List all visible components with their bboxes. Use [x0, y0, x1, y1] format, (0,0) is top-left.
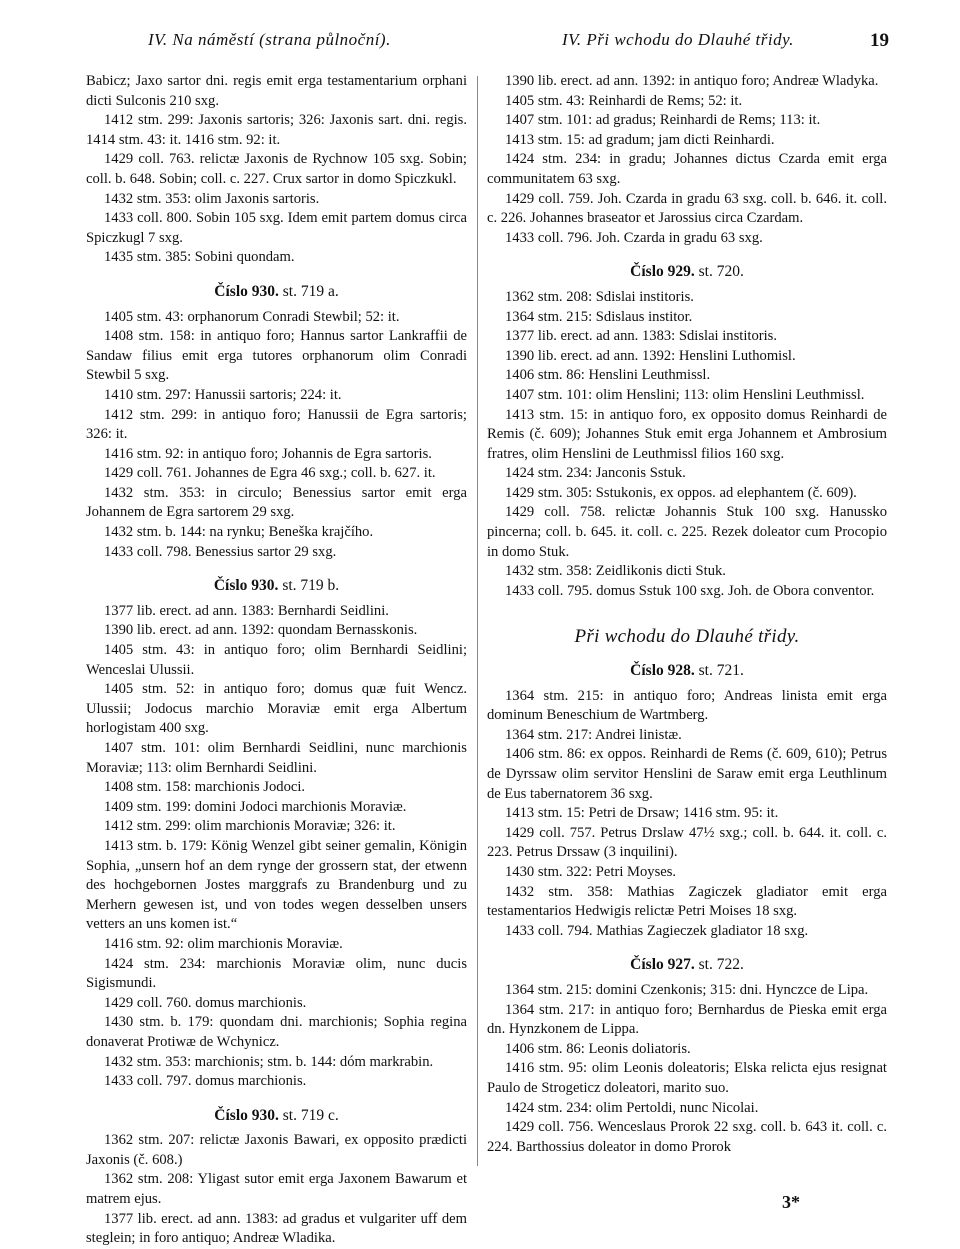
heading-plot: st. 719 b.	[282, 577, 340, 595]
entry-paragraph: 1429 stm. 305: Sstukonis, ex oppos. ad elephantem (č. 609).	[505, 484, 857, 501]
entry-paragraph: 1424 stm. 234: marchionis Moraviæ olim, nunc ducis Sigismundi.	[86, 955, 467, 992]
entry-paragraph: 1432 stm. 358: Zeidlikonis dicti Stuk.	[505, 563, 726, 580]
entry-paragraph: 1429 coll. 758. relictæ Johannis Stuk 100 sxg. Hanussko pincerna; coll. b. 645. it. coll. c. 225. Rezek doleator cum Procopio in domo Stuk.	[487, 504, 887, 560]
section-heading	[487, 262, 887, 282]
entry-paragraph: 1377 lib. erect. ad ann. 1383: Bernhardi Seidlini.	[104, 602, 389, 619]
entry-paragraph: 1408 stm. 158: in antiquo foro; Hannus sartor Lankraffii de Sandaw filius emit erga tutores orphanorum olim Conradi Stewbil 5 sxg.	[86, 328, 467, 384]
entry-paragraph: 1432 stm. 353: in circulo; Benessius sartor emit erga Johannem de Egra sartorem 29 sxg.	[86, 484, 467, 521]
running-header-right: IV. Při wchodu do Dlauhé třidy.	[562, 30, 794, 49]
entry-paragraph: 1377 lib. erect. ad ann. 1383: Sdislai institoris.	[505, 328, 777, 345]
entry-paragraph: 1416 stm. 92: in antiquo foro; Johannis de Egra sartoris.	[104, 445, 432, 462]
signature-mark: 3*	[782, 1192, 800, 1212]
entry-paragraph: 1362 stm. 207: relictæ Jaxonis Bawari, ex opposito prædicti Jaxonis (č. 608.)	[86, 1132, 467, 1168]
entry-paragraph: 1410 stm. 297: Hanussii sartoris; 224: it.	[104, 386, 342, 403]
entry-paragraph: 1405 stm. 52: in antiquo foro; domus quæ fuit Wencz. Ulussii; Jodocus marchio Moraviæ emit erga Albertum horlogistam 400 sxg.	[86, 681, 467, 737]
entry-paragraph: 1405 stm. 43: Reinhardi de Rems; 52: it.	[505, 92, 743, 109]
entry-paragraph: 1429 coll. 761. Johannes de Egra 46 sxg.; coll. b. 627. it.	[104, 465, 436, 482]
entry-paragraph: 1406 stm. 86: Henslini Leuthmissl.	[505, 367, 711, 384]
heading-number: Číslo 930.	[214, 282, 279, 300]
heading-number: Číslo 929.	[630, 263, 695, 281]
entry-paragraph: 1407 stm. 101: ad gradus; Reinhardi de Rems; 113: it.	[505, 112, 821, 129]
heading-number: Číslo 930.	[214, 1106, 279, 1124]
entry-paragraph: 1433 coll. 796. Joh. Czarda in gradu 63 sxg.	[505, 229, 763, 246]
entry-paragraph: 1405 stm. 43: orphanorum Conradi Stewbil; 52: it.	[104, 308, 400, 325]
entry-paragraph: 1364 stm. 215: Sdislaus institor.	[505, 308, 693, 325]
running-header-left: IV. Na náměstí (strana půlnoční).	[148, 30, 391, 49]
entry-paragraph: 1364 stm. 215: domini Czenkonis; 315: dni. Hynczce de Lipa.	[505, 981, 869, 998]
heading-number: Číslo 930.	[213, 577, 279, 595]
entry-paragraph: 1430 stm. b. 179: quondam dni. marchionis; Sophia regina donaverat Protiwæ de Wchynicz.	[86, 1014, 467, 1050]
entry-paragraph: 1416 stm. 92: olim marchionis Moraviæ.	[104, 935, 343, 952]
entry-paragraph: 1433 coll. 797. domus marchionis.	[104, 1073, 307, 1090]
entry-paragraph: 1433 coll. 795. domus Sstuk 100 sxg. Joh. de Obora conventor.	[505, 582, 875, 599]
entry-paragraph: 1413 stm. b. 179: König Wenzel gibt seiner gemalin, Königin Sophia, „unsern hof an dem rynge der grossern stat, der etwenn des hochgebornen Jostes marggrafs zu Brandenburg und zu Merhern gewesen ist, und von todes wegen desselben unsers vetters an uns komen ist.“	[86, 837, 467, 933]
entry-paragraph: Babicz; Jaxo sartor dni. regis emit erga testamentarium orphani dicti Sulconis 210 sxg.	[86, 73, 467, 109]
entry-paragraph: 1364 stm. 215: in antiquo foro; Andreas linista emit erga dominum Beneschium de Wartmberg.	[487, 687, 887, 724]
section-heading	[86, 282, 467, 302]
entry-paragraph: 1409 stm. 199: domini Jodoci marchionis Moraviæ.	[104, 798, 407, 815]
entry-paragraph: 1424 stm. 234: olim Pertoldi, nunc Nicolai.	[505, 1099, 759, 1116]
entry-paragraph: 1429 coll. 759. Joh. Czarda in gradu 63 sxg. coll. b. 646. it. coll. c. 226. Johannes braseator et Jarossius circa Czardam.	[487, 190, 887, 227]
entry-paragraph: 1408 stm. 158: marchionis Jodoci.	[104, 779, 306, 796]
section-title: Při wchodu do Dlauhé třidy.	[574, 626, 800, 648]
entry-paragraph: 1405 stm. 43: in antiquo foro; olim Bernhardi Seidlini; Wenceslai Ulussii.	[86, 642, 467, 678]
entry-paragraph: 1364 stm. 217: in antiquo foro; Bernhardus de Pieska emit erga dn. Hynzkonem de Lippa.	[487, 1001, 887, 1038]
heading-plot: st. 719 c.	[282, 1106, 339, 1124]
entry-paragraph: 1413 stm. 15: in antiquo foro, ex opposito domus Reinhardi de Remis (č. 609); Johannes Stuk emit erga Johannem et Ambrosium fratres, olim Henslini de Leuthmissl filios 160 sxg.	[487, 406, 887, 462]
entry-paragraph: 1432 stm. 358: Mathias Zagiczek gladiator emit erga testamentarios Hedwigis relictæ Petri Moises 18 sxg.	[487, 883, 887, 920]
heading-plot: st. 722.	[698, 956, 744, 974]
entry-paragraph: 1432 stm. 353: olim Jaxonis sartoris.	[104, 190, 320, 207]
entry-paragraph: 1390 lib. erect. ad ann. 1392: in antiquo foro; Andreæ Wladyka.	[505, 73, 879, 89]
heading-plot: st. 720.	[698, 263, 744, 281]
entry-paragraph: 1390 lib. erect. ad ann. 1392: Henslini Luthomisl.	[505, 347, 796, 364]
entry-paragraph: 1377 lib. erect. ad ann. 1383: ad gradus et vulgariter uff dem steglein; in foro antiquo; Andreæ Wladika.	[86, 1210, 467, 1247]
entry-paragraph: 1432 stm. 353: marchionis; stm. b. 144: dóm markrabin.	[104, 1053, 434, 1070]
section-heading	[86, 1106, 467, 1126]
entry-paragraph: 1430 stm. 322: Petri Moyses.	[505, 863, 677, 880]
page-number: 19	[870, 30, 889, 51]
entry-paragraph: 1433 coll. 798. Benessius sartor 29 sxg.	[104, 543, 337, 560]
entry-paragraph: 1424 stm. 234: in gradu; Johannes dictus Czarda emit erga communitatem 63 sxg.	[487, 151, 887, 187]
entry-paragraph: 1433 coll. 794. Mathias Zagieczek gladiator 18 sxg.	[505, 922, 809, 939]
column-divider	[477, 76, 478, 1166]
entry-paragraph: 1406 stm. 86: Leonis doliatoris.	[505, 1040, 691, 1057]
heading-plot: st. 719 a.	[282, 282, 339, 300]
heading-number: Číslo 927.	[630, 956, 695, 974]
entry-paragraph: 1424 stm. 234: Janconis Sstuk.	[505, 465, 686, 482]
entry-paragraph: 1407 stm. 101: olim Henslini; 113: olim Henslini Leuthmissl.	[505, 386, 865, 403]
entry-paragraph: 1362 stm. 208: Yligast sutor emit erga Jaxonem Bawarum et matrem ejus.	[86, 1171, 467, 1208]
entry-paragraph: 1362 stm. 208: Sdislai institoris.	[505, 288, 694, 305]
entry-paragraph: 1412 stm. 299: in antiquo foro; Hanussii de Egra sartoris; 326: it.	[86, 406, 467, 443]
left-column	[86, 72, 467, 1249]
entry-paragraph: 1406 stm. 86: ex oppos. Reinhardi de Rems (č. 609, 610); Petrus de Dyrssaw olim servitor Henslini de Saraw emit erga Leuthlinum de Eus tabernatorem 36 sxg.	[487, 746, 887, 802]
entry-paragraph: 1432 stm. b. 144: na rynku; Beneška krajčího.	[104, 524, 374, 541]
right-column	[487, 72, 887, 1157]
entry-paragraph: 1413 stm. 15: ad gradum; jam dicti Reinhardi.	[505, 131, 775, 148]
entry-paragraph: 1413 stm. 15: Petri de Drsaw; 1416 stm. 95: it.	[505, 805, 779, 822]
entry-paragraph: 1390 lib. erect. ad ann. 1392: quondam Bernasskonis.	[104, 622, 418, 639]
entry-paragraph: 1416 stm. 95: olim Leonis doleatoris; Elska relicta ejus resignat Paulo de Strogeticz doleatori, marito suo.	[487, 1060, 887, 1096]
entry-paragraph: 1429 coll. 756. Wenceslaus Prorok 22 sxg. coll. b. 643 it. coll. c. 224. Barthossius doleator in domo Prorok	[487, 1119, 887, 1155]
section-heading	[487, 661, 887, 681]
section-heading	[86, 576, 467, 596]
entry-paragraph: 1429 coll. 763. relictæ Jaxonis de Rychnow 105 sxg. Sobin; coll. b. 648. Sobin; coll. c. 227. Crux sartor in domo Spiczkukl.	[86, 151, 467, 187]
entry-paragraph: 1433 coll. 800. Sobin 105 sxg. Idem emit partem domus circa Spiczkugl 7 sxg.	[86, 210, 467, 246]
entry-paragraph: 1364 stm. 217: Andrei linistæ.	[505, 726, 682, 743]
entry-paragraph: 1407 stm. 101: olim Bernhardi Seidlini, nunc marchionis Moraviæ; 113: olim Bernhardi Seidlini.	[86, 740, 467, 776]
entry-paragraph: 1412 stm. 299: olim marchionis Moraviæ; 326: it.	[104, 818, 396, 835]
entry-paragraph: 1412 stm. 299: Jaxonis sartoris; 326: Jaxonis sart. dni. regis. 1414 stm. 43: it. 1416 stm. 92: it.	[86, 112, 467, 148]
entry-paragraph: 1435 stm. 385: Sobini quondam.	[104, 249, 295, 266]
heading-plot: st. 721.	[698, 662, 744, 680]
entry-paragraph: 1429 coll. 760. domus marchionis.	[104, 994, 307, 1011]
entry-paragraph: 1429 coll. 757. Petrus Drslaw 47½ sxg.; coll. b. 644. it. coll. c. 223. Petrus Drssaw (3 inquilini).	[487, 824, 887, 861]
heading-number: Číslo 928.	[630, 662, 695, 680]
section-heading	[487, 955, 887, 975]
